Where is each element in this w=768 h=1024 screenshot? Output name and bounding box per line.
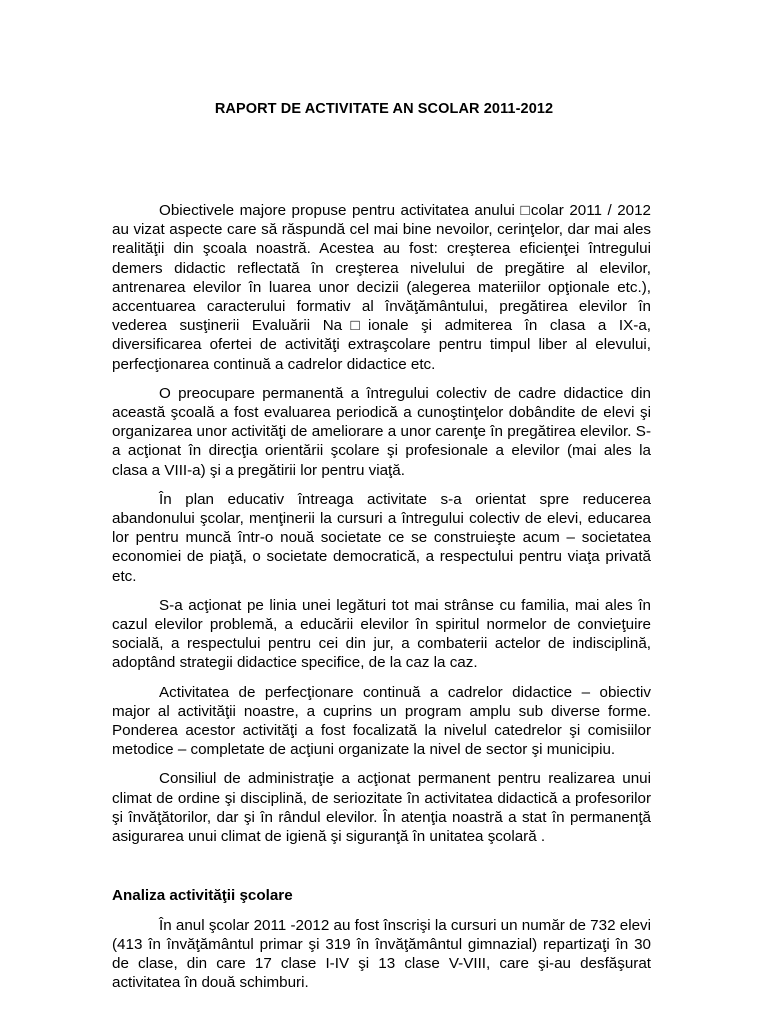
paragraph-teacher-training: Activitatea de perfecţionare continuă a cadrelor didactice – obiectiv major al activităţii noastre, a cuprins un program amplu sub diverse forme. Ponderea acestor activităţi a fost focalizată la nivelul catedrelor şi comisiilor metodice – completate de acţiuni organizate la nivel de sector şi municipiu. xyxy=(112,683,651,759)
paragraph-educational-plan: În plan educativ întreaga activitate s-a orientat spre reducerea abandonului şcolar, menţinerii la cursuri a întregului colectiv de elevi, educarea lor pentru muncă într-o nouă societate ce se construieşte acum – societatea economiei de piaţă, o societate democratică, a respectului pentru viaţa privată etc. xyxy=(112,490,651,585)
document-body xyxy=(112,201,651,1002)
paragraph-objectives: Obiectivele majore propuse pentru activitatea anului □colar 2011 / 2012 au vizat aspecte care să răspundă cel mai bine nevoilor, cerinţelor, dar mai ales realităţii din şcoala noastră. Acestea au fost: creşterea eficienţei întregului demers didactic reflectată în creşterea nivelului de pregătire al elevilor, antrenarea elevilor în luarea unor decizii (alegerea materiilor opţionale etc.), accentuarea caracterului formativ al învăţământului, pregătirea elevilor în vederea susţinerii Evaluării Na□ionale şi admiterea în clasa a IX-a, diversificarea ofertei de activităţi extraşcolare pentru timpul liber al elevului, perfecţionarea continuă a cadrelor didactice etc. xyxy=(112,202,651,373)
document-title: RAPORT DE ACTIVITATE AN SCOLAR 2011-2012 xyxy=(214,101,554,117)
paragraph-enrollment: În anul şcolar 2011 -2012 au fost înscrişi la cursuri un număr de 732 elevi (413 în învăţământul primar şi 319 în învăţământul gimnazial) repartizaţi în 30 de clase, din care 17 clase I-IV şi 13 clase V-VIII, care şi-au desfăşurat activitatea în două schimburi. xyxy=(112,916,651,992)
paragraph-evaluation: O preocupare permanentă a întregului colectiv de cadre didactice din această şcoală a fost evaluarea periodică a cunoştinţelor dobândite de elevi şi organizarea unor activităţi de ameliorare a unor carenţe în pregătirea elevilor. S-a acţionat în direcţia orientării şcolare şi profesionale a elevilor (mai ales la clasa a VIII-a) şi a pregătirii lor pentru viaţă. xyxy=(112,384,651,479)
paragraph-family-relations: S-a acţionat pe linia unei legături tot mai strânse cu familia, mai ales în cazul elevilor problemă, a educării elevilor în spiritul normelor de convieţuire socială, a respectului pentru cei din jur, a combaterii actelor de indisciplină, adoptând strategii didactice specifice, de la caz la caz. xyxy=(112,596,651,672)
paragraph-administration-council: Consiliul de administraţie a acţionat permanent pentru realizarea unui climat de ordine şi disciplină, de seriozitate în activitatea didactică a profesorilor şi învăţătorilor, dar şi în rândul elevilor. În atenţia noastră a stat în permanenţă asigurarea unui climat de igienă şi siguranţă în unitatea şcolară . xyxy=(112,770,651,846)
section-heading: Analiza activităţii şcolare xyxy=(112,887,293,905)
